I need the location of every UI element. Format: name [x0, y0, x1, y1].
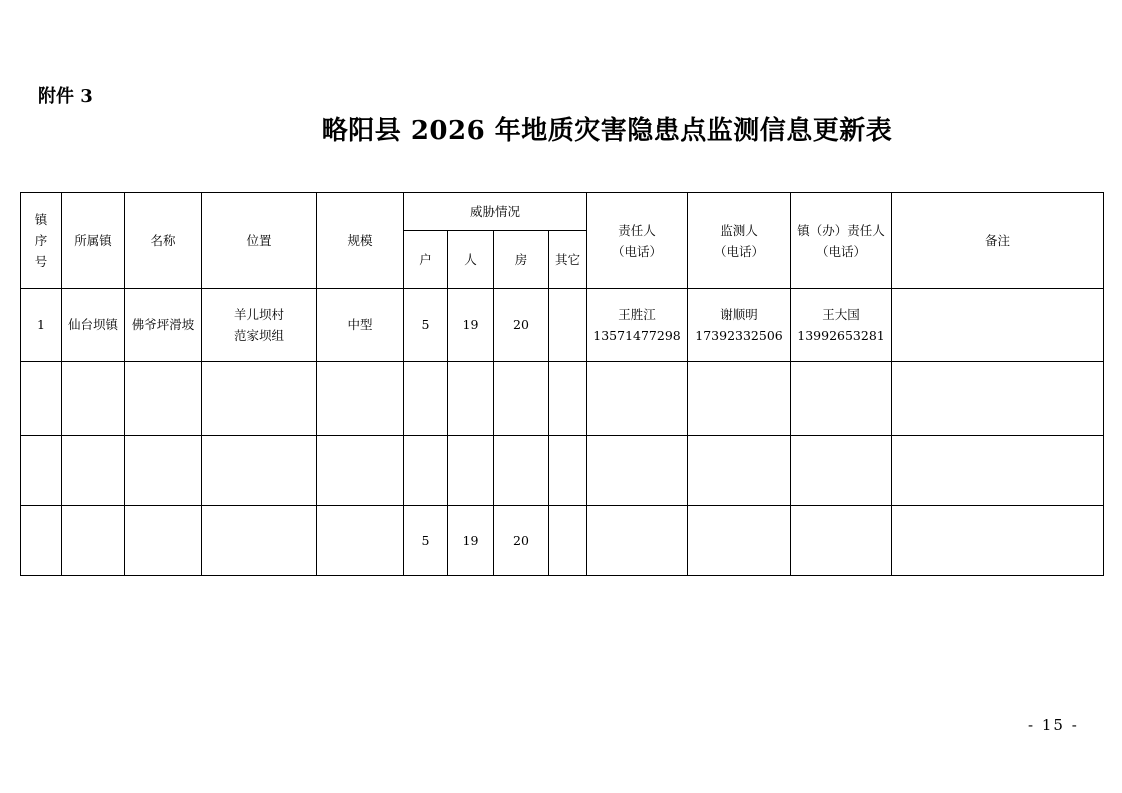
header-location: 位置 [202, 193, 317, 289]
cell-empty [202, 506, 317, 576]
header-other: 其它 [549, 231, 587, 289]
cell-empty [202, 436, 317, 506]
page-title: 略阳县 2026 年地质灾害隐患点监测信息更新表 [321, 116, 893, 146]
cell-empty [549, 362, 587, 436]
cell-empty [688, 362, 791, 436]
total-households: 5 [404, 506, 448, 576]
cell-empty [892, 506, 1104, 576]
header-name: 名称 [125, 193, 202, 289]
cell-monitor: 谢顺明 17392332506 [688, 289, 791, 362]
cell-empty [317, 506, 404, 576]
cell-empty [587, 506, 688, 576]
cell-empty [125, 436, 202, 506]
cell-empty [62, 362, 125, 436]
header-people: 人 [448, 231, 494, 289]
totals-row [21, 506, 1104, 576]
cell-empty [448, 362, 494, 436]
monitoring-table [20, 192, 1104, 576]
cell-empty [202, 362, 317, 436]
header-households: 户 [404, 231, 448, 289]
cell-empty [62, 506, 125, 576]
cell-empty [892, 362, 1104, 436]
cell-empty [688, 506, 791, 576]
cell-other [549, 289, 587, 362]
cell-name: 佛爷坪滑坡 [125, 289, 202, 362]
cell-empty [791, 362, 892, 436]
header-town: 所属镇 [62, 193, 125, 289]
cell-empty [549, 506, 587, 576]
cell-town: 仙台坝镇 [62, 289, 125, 362]
cell-empty [494, 436, 549, 506]
header-houses: 房 [494, 231, 549, 289]
cell-empty [587, 436, 688, 506]
cell-empty [21, 362, 62, 436]
table-row [21, 289, 1104, 362]
cell-empty [125, 506, 202, 576]
header-threat: 威胁情况 [404, 193, 587, 231]
cell-seq: 1 [21, 289, 62, 362]
cell-empty [125, 362, 202, 436]
total-houses: 20 [494, 506, 549, 576]
cell-empty [549, 436, 587, 506]
cell-scale: 中型 [317, 289, 404, 362]
cell-remarks [892, 289, 1104, 362]
header-seq: 镇 序 号 [21, 193, 62, 289]
header-scale: 规模 [317, 193, 404, 289]
header-row-1 [21, 193, 1104, 231]
page-number: - 15 - [1028, 716, 1079, 734]
header-remarks: 备注 [892, 193, 1104, 289]
cell-town-responsible: 王大国 13992653281 [791, 289, 892, 362]
cell-empty [317, 362, 404, 436]
cell-empty [317, 436, 404, 506]
cell-responsible: 王胜江 13571477298 [587, 289, 688, 362]
cell-empty [587, 362, 688, 436]
cell-empty [494, 362, 549, 436]
total-people: 19 [448, 506, 494, 576]
table-row [21, 436, 1104, 506]
header-town-responsible: 镇（办）责任人 （电话） [791, 193, 892, 289]
cell-empty [688, 436, 791, 506]
cell-empty [892, 436, 1104, 506]
cell-empty [404, 436, 448, 506]
cell-empty [21, 436, 62, 506]
cell-empty [62, 436, 125, 506]
cell-people: 19 [448, 289, 494, 362]
cell-empty [404, 362, 448, 436]
cell-empty [21, 506, 62, 576]
header-monitor: 监测人 （电话） [688, 193, 791, 289]
cell-location: 羊儿坝村 范家坝组 [202, 289, 317, 362]
table-row [21, 362, 1104, 436]
cell-households: 5 [404, 289, 448, 362]
header-responsible: 责任人 （电话） [587, 193, 688, 289]
attachment-label: 附件 3 [38, 86, 93, 107]
cell-houses: 20 [494, 289, 549, 362]
cell-empty [791, 506, 892, 576]
cell-empty [791, 436, 892, 506]
cell-empty [448, 436, 494, 506]
